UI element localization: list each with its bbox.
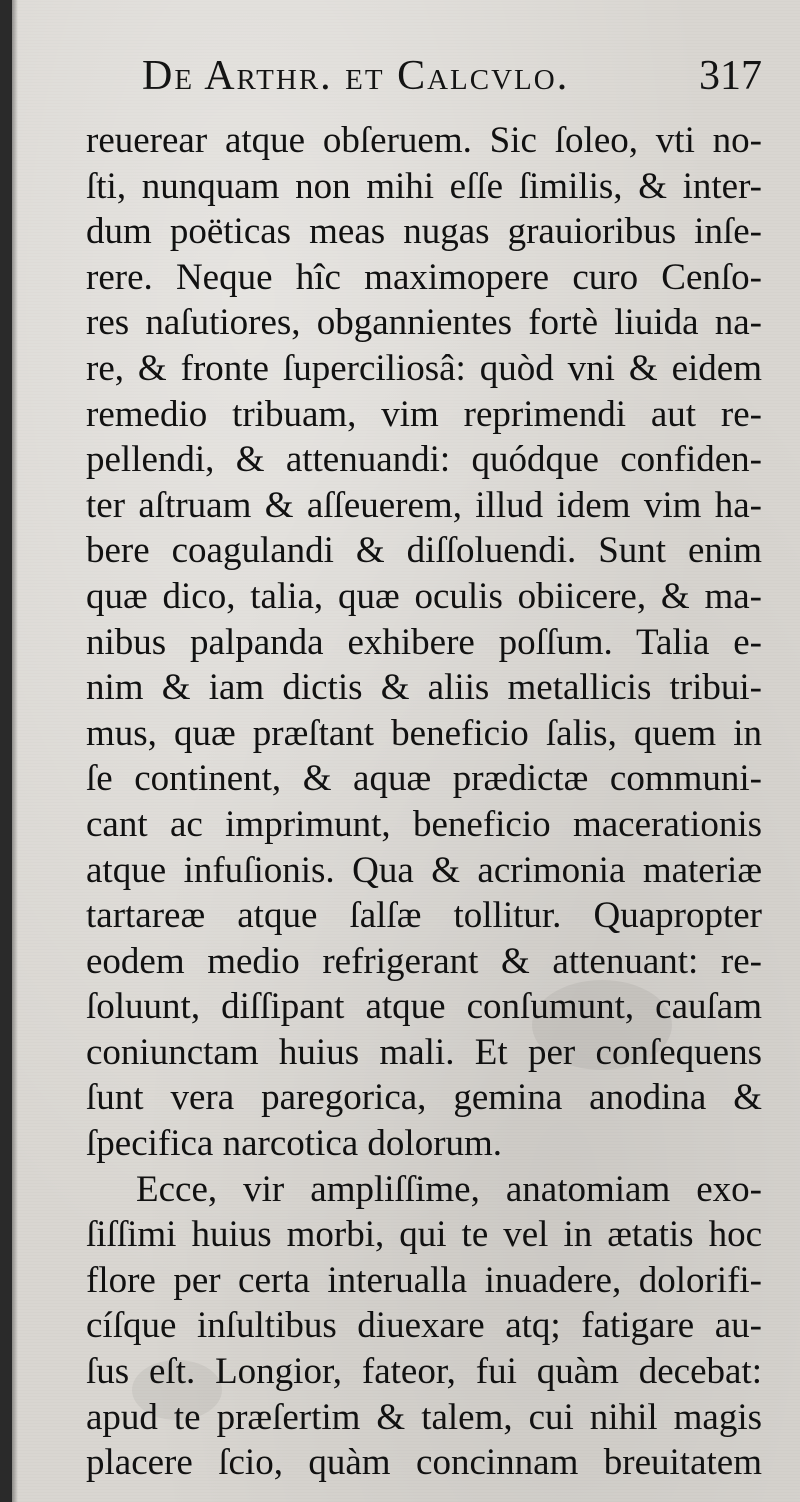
text-line: atque infuſionis. Qua & acrimonia materiæ: [86, 849, 762, 891]
text-line: ſe continent, & aquæ prædictæ communi-: [86, 758, 762, 800]
book-page: [12, 0, 800, 1502]
text-line: mus, quæ præſtant beneficio ſalis, quem in: [86, 712, 762, 754]
text-line: tartareæ atque ſalſæ tollitur. Quapropter: [86, 895, 762, 937]
text-line: ſti, nunquam non mihi eſſe ſimilis, & inter-: [86, 165, 762, 207]
text-line: placere ſcio, quàm concinnam breuitatem: [86, 1442, 762, 1484]
text-line: eodem medio refrigerant & attenuant: re-: [86, 940, 762, 982]
text-line: rere. Neque hîc maximopere curo Cenſo-: [86, 256, 762, 298]
text-line: coniunctam huius mali. Et per conſequens: [86, 1031, 762, 1073]
text-line: flore per certa interualla inuadere, dolorifi-: [86, 1259, 762, 1301]
text-line: ter aſtruam & aſſeuerem, illud idem vim ha-: [86, 484, 762, 526]
text-line: nibus palpanda exhibere poſſum. Talia e-: [86, 621, 762, 663]
page-header: [142, 52, 762, 112]
main-text: [86, 118, 762, 1486]
text-line: ſoluunt, diſſipant atque conſumunt, cauſam: [86, 986, 762, 1028]
text-line: apud te præſertim & talem, cui nihil magis: [86, 1396, 762, 1438]
text-line: ſpecifica narcotica dolorum.: [86, 1123, 503, 1165]
text-line: bere coagulandi & diſſoluendi. Sunt enim: [86, 530, 762, 572]
text-line: ſiſſimi huius morbi, qui te vel in ætatis hoc: [86, 1214, 762, 1256]
text-line: cíſque inſultibus diuexare atq; fatigare au-: [86, 1305, 762, 1347]
running-head: De Arthr. et Calcvlo.: [142, 53, 570, 99]
text-line: ſunt vera paregorica, gemina anodina &: [86, 1077, 762, 1119]
text-line: cant ac imprimunt, beneficio macerationis: [86, 803, 762, 845]
text-line: re, & fronte ſuperciliosâ: quòd vni & eidem: [86, 347, 762, 389]
text-line: remedio tribuam, vim reprimendi aut re-: [86, 393, 762, 435]
text-line: reuerear atque obſeruem. Sic ſoleo, vti no-: [86, 120, 762, 161]
text-line: dum poëticas meas nugas grauioribus inſe-: [86, 211, 762, 253]
page-number: 317: [699, 53, 762, 99]
page-edge-shadow: [12, 0, 18, 1502]
text-line: pellendi, & attenuandi: quódque confiden-: [86, 439, 762, 481]
text-line: res naſutiores, obgannientes fortè liuida na-: [86, 302, 762, 344]
text-line: Ecce, vir ampliſſime, anatomiam exo-: [136, 1168, 762, 1210]
text-line: nim & iam dictis & aliis metallicis tribui-: [86, 667, 762, 709]
text-line: ſus eſt. Longior, fateor, fui quàm decebat:: [86, 1351, 762, 1393]
text-line: quæ dico, talia, quæ oculis obiicere, & ma-: [86, 575, 762, 617]
